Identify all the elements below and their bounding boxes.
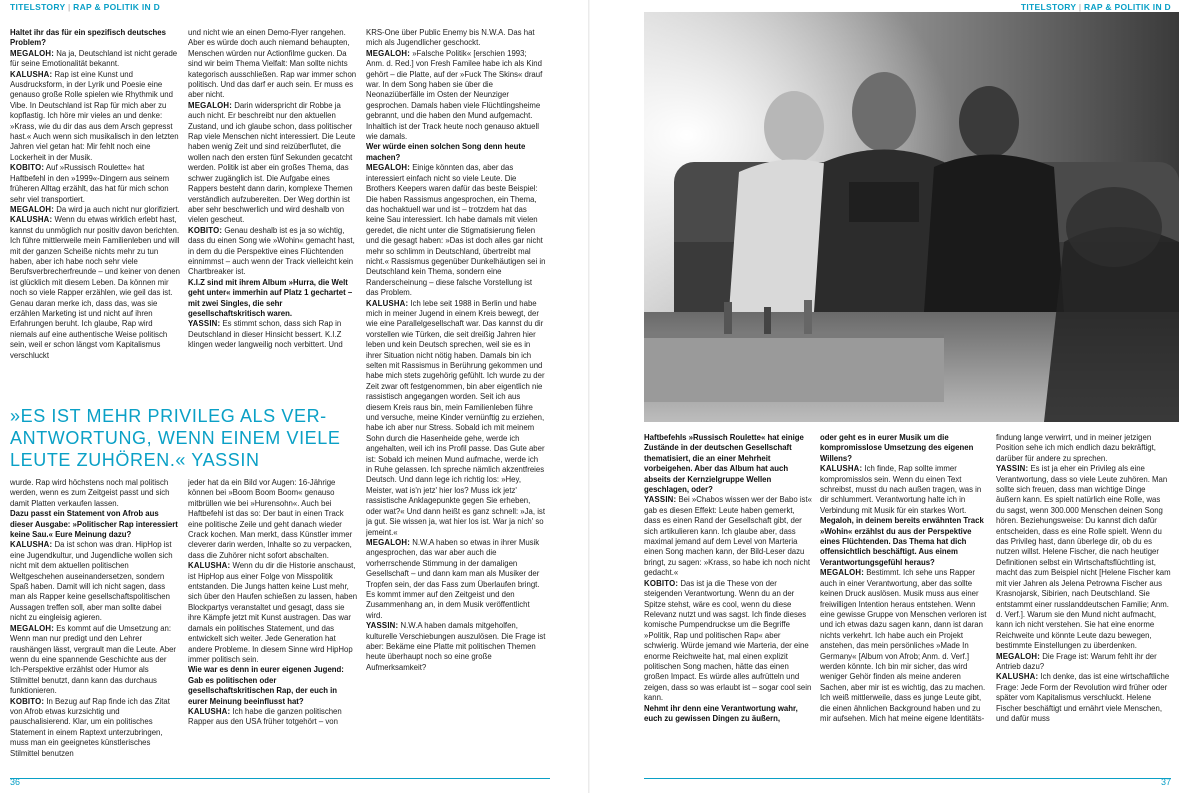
right-column-3 xyxy=(996,433,1171,778)
interview-answer xyxy=(10,540,180,623)
left-page xyxy=(0,0,590,793)
speaker-name: KALUSHA: xyxy=(10,540,53,550)
interview-answer xyxy=(820,568,988,724)
speaker-name: MEGALOH: xyxy=(820,568,865,578)
answer-text: Ich finde, Rap sollte immer kompromisslos sein. Wenn du einen Text schreibst, musst du nach außen tragen, was in dir schlummert. Verantwortung halte ich in Verbindung mit Musik für ein starkes Wort. xyxy=(820,464,982,515)
left-column-1-bottom xyxy=(10,478,180,778)
interview-answer xyxy=(10,215,180,361)
left-column-3 xyxy=(366,28,546,780)
header-section: TITELSTORY xyxy=(10,2,66,12)
speaker-name: KOBITO: xyxy=(10,696,45,706)
speaker-name: YASSIN: xyxy=(366,621,399,631)
photo-three-men-on-couch xyxy=(644,12,1179,422)
interview-answer xyxy=(366,299,546,538)
answer-text: N.W.A haben damals mitgeholfen, kulturelle Verschiebungen auszulösen. Die Frage ist aber: Bekäme eine Platte mit politischen Themen heute überhaupt noch so eine große Aufmerksamkeit? xyxy=(366,621,546,672)
answer-text: Ich denke, das ist eine wirtschaftliche Frage: Jede Form der Revolution wird früher oder später vom Kapitalismus verschluckt. Helene Fischer beschäftigt und ernährt viele Menschen, und dafür muss xyxy=(996,672,1170,723)
page-header-left xyxy=(10,2,160,12)
answer-text: jeder hat da ein Bild vor Augen: 16-Jährige können bei »Boom Boom Boom« genauso mitbrüllen wie bei »Hurensohn«. Auch bei Haftbefehl ist das so: Der baut in einen Track eine politische Zeile und geht danach wieder Crack kochen. Man merkt, dass Künstler immer cleverer darin werden, Inhalte so zu verpacken, dass die Zuhörer nicht sofort abschalten. xyxy=(188,478,353,560)
interview-answer xyxy=(366,538,546,621)
speaker-name: KALUSHA: xyxy=(188,706,231,716)
interview-answer xyxy=(996,652,1171,673)
right-column-1 xyxy=(644,433,812,778)
header-section: TITELSTORY xyxy=(1020,2,1077,12)
interview-answer xyxy=(366,621,546,673)
interview-question: Haltet ihr das für ein spezifisch deutsches Problem? xyxy=(10,28,166,48)
speaker-name: KOBITO: xyxy=(188,225,223,235)
interview-answer xyxy=(188,28,358,101)
page-number-left: 36 xyxy=(10,777,21,787)
answer-text: Es stimmt schon, dass sich Rap in Deutschland in dieser Hinsicht bessert. K.I.Z klingen weder langweilig noch verbittert. Und xyxy=(188,319,343,350)
speaker-name: KALUSHA: xyxy=(10,215,53,225)
interview-answer xyxy=(188,707,358,728)
answer-text: Darin widerspricht dir Robbe ja auch nicht. Er beschreibt nur den aktuellen Zustand, und ich glaube schon, dass politischer Rap viele Menschen nicht interessiert. Die Leute haben wenig Zeit und sind reizüberflutet, die wollen nach den ersten fünf Sekunden gecatcht werden. Politik ist aber ein großes Thema, das schwer zugänglich ist. Die Aufgabe eines Rappers besteht dann darin, komplexe Themen verständlich aufzubereiten. Der Weg dorthin ist aber sehr beschwerlich und wird deshalb von vielen gescheut. xyxy=(188,100,356,225)
footer-rule-left xyxy=(10,778,550,779)
speaker-name: KALUSHA: xyxy=(188,561,231,571)
speaker-name: MEGALOH: xyxy=(996,651,1041,661)
speaker-name: KOBITO: xyxy=(10,163,45,173)
interview-answer xyxy=(10,163,180,205)
header-separator: | xyxy=(1078,2,1082,12)
interview-answer xyxy=(188,561,358,665)
interview-answer xyxy=(366,49,546,143)
speaker-name: KOBITO: xyxy=(644,578,679,588)
page-header-right xyxy=(1021,2,1171,12)
speaker-name: KALUSHA: xyxy=(820,464,863,474)
right-column-2 xyxy=(820,433,988,778)
answer-text: »Falsche Politik« [erschien 1993; Anm. d. Red.] von Fresh Familee habe ich als Kind gehört – die Platte, auf der »Fuck The Skins« drauf war. In dem Song haben sie über die Neonaziüberfälle im Osten der Neunziger gesprochen. Damals haben viele Flüchtlingsheime gebrannt, und die haben den Mund aufgemacht. Inhaltlich ist der Track heute noch genauso aktuell wie damals. xyxy=(366,48,543,142)
answer-text: Auf »Russisch Roulette« hat Haftbefehl in den »1999«-Dingern aus seinem früheren Alltag erzählt, das hat für mich schon sehr viel transportiert. xyxy=(10,163,170,204)
interview-question: Wer würde einen solchen Song denn heute machen? xyxy=(366,142,526,162)
answer-text: Genau deshalb ist es ja so wichtig, dass du einen Song wie »Wohin« gemacht hast, in dem du die Perspektive eines Flüchtenden einnimmst – auch wenn der Track vielleicht kein Chartbreaker ist. xyxy=(188,225,355,277)
answer-text: Wenn du dir die Historie anschaust, ist HipHop aus einer Folge von Misspolitik entstanden. Die Jungs hatten keine Lust mehr, sich über den Haufen schießen zu lassen, haben Blockpartys veranstaltet und gesagt, dass sie ihre Kämpfe jetzt mit Kunst austragen. Das war damals ein politisches Statement, und das entwickelt sich weiter. Jede Generation hat andere Probleme. In diesem Sinne wird HipHop immer politisch sein. xyxy=(188,561,358,664)
footer-rule-right xyxy=(644,778,1171,779)
right-page xyxy=(590,0,1181,793)
interview-answer xyxy=(644,579,812,704)
interview-answer xyxy=(188,478,358,561)
interview-answer xyxy=(10,205,180,215)
answer-text: und nicht wie an einen Demo-Flyer rangehen. Aber es würde doch auch niemand behaupten, Menschen würden nur Actionfilme gucken. Da sind wir beim Thema Vielfalt: Man sollte nichts kategorisch ausschließen. Rap war immer schon politisch. Und das darf er auch sein. Er muss es aber nicht. xyxy=(188,28,357,100)
interview-question: K.I.Z sind mit ihrem Album »Hurra, die Welt geht unter« immerhin auf Platz 1 gechartet – mit zwei Singles, die sehr gesellschaftskritisch waren. xyxy=(188,277,353,318)
answer-text: Es ist ja eher ein Privileg als eine Verantwortung, dass so viele Leute zuhören. Man sollte sich freuen, dass man wichtige Dinge äußern kann. Es spielt natürlich eine Rolle, was du sagst, wenn 300.000 Menschen deinen Song hören. Beziehungsweise: Du kannst dich dafür entscheiden, dass es eine Rolle spielt. Wenn du das Privileg hast, dann überlege dir, ob du es nutzen willst. Helene Fischer, die nach heutiger Definitionen selbst ein Wirtschaftsflüchtling ist, macht das zum Beispiel nicht [Helene Fischer kam mit vier Jahren als Jelena Petrowna Fischer aus Krasnojarsk, Sibirien, nach Deutschland. Sie entstammt einer russlanddeutschen Familie; Anm. d. Verf.]. Warum sie den Mund nicht aufmacht, kann ich nicht verstehen. Sie hat eine enorme Reichweite und könnte Leute dazu bewegen, bestimmte Einstellungen zu überdenken. xyxy=(996,464,1171,651)
answer-text: Da ist schon was dran. HipHop ist eine Jugendkultur, und Jugendliche wollen sich nicht mit dem aktuellen politischen Weltgeschehen auseinandersetzen, sondern Spaß haben. Damit will ich nicht sagen, dass man als Rapper keine gesellschaftspolitischen Aussagen treffen soll, aber man sollte dabei nicht zu eingleisig agieren. xyxy=(10,540,173,623)
header-separator: | xyxy=(67,2,71,12)
speaker-name: KALUSHA: xyxy=(996,672,1039,682)
interview-answer xyxy=(188,101,358,226)
left-column-1-top xyxy=(10,28,180,403)
answer-text: Bestimmt. Ich sehe uns Rapper auch in einer Verantwortung, aber das sollte keinen Druck auslösen. Musik muss aus einer freiwilligen Intention heraus entstehen. Wenn eine gewisse Gruppe von Menschen verloren ist und ich etwas dazu sagen kann, dann ist daran nichts verkehrt. Ich habe auch ein Projekt anstehen, das mein persönliches »Made In Germany« [Album von Afrob; Anm. d. Verf.] werden könnte. Ich bin mir sicher, das wird weniger Gehör finden als meine anderen Sachen, aber mir ist es wichtig, das zu machen. Ich weiß mittlerweile, dass es junge Leute gibt, die einen ähnlichen Background haben und zu mir aufsehen. Mich hat meine eigene Identitäts- xyxy=(820,568,987,723)
page-number-right: 37 xyxy=(1160,777,1171,787)
speaker-name: MEGALOH: xyxy=(366,537,411,547)
answer-text: N.W.A haben so etwas in ihrer Musik angesprochen, das war aber auch die vorherrschende Stimmung in der damaligen Gesellschaft – und dann kam man als Musiker der Tropfen sein, der das Fass zum Überlaufen bringt. Es kommt immer auf den Zeitgeist und den Zusammenhang an, in dem Musik veröffentlicht wird. xyxy=(366,537,540,620)
speaker-name: KALUSHA: xyxy=(366,298,409,308)
answer-text: Wenn du etwas wirklich erlebt hast, kannst du unmöglich nur positiv davon berichten. Ich führe mittlerweile mein Familienleben und will mit der ganzen Scheiße nichts mehr zu tun haben, aber ich habe noch sehr viele Berufsverbrecherfreunde – und keiner von denen ist glücklich mit diesem Leben. Da können mir noch so viele Rapper erzählen, wie geil das ist. Genau daran merke ich, dass das, was sie erzählen Marketing ist und nicht auf ihren Erfahrungen beruht. Ich glaube, Rap wird niemals auf eine authentische Weise politisch sein, weil er schon längst vom Kapitalismus verschluckt xyxy=(10,215,180,360)
speaker-name: MEGALOH: xyxy=(188,100,233,110)
interview-answer xyxy=(820,464,988,516)
header-topic: RAP & POLITIK IN D xyxy=(73,2,161,12)
left-column-2-bottom xyxy=(188,478,358,778)
answer-text: In Bezug auf Rap finde ich das Zitat von Afrob etwas kurzsichtig und pauschalisierend. Klar, um ein politisches Statement in einem Raptext unterzubringen, muss man ein geeignetes künstlerisches Stilmittel benutzen xyxy=(10,696,170,758)
speaker-name: MEGALOH: xyxy=(366,48,411,58)
interview-question: Nehmt ihr denn eine Verantwortung wahr, euch zu gewissen Dingen zu äußern, xyxy=(644,703,798,723)
answer-text: Na ja, Deutschland ist nicht gerade für seine Emotionalität bekannt. xyxy=(10,48,178,69)
answer-text: Einige könnten das, aber das interessiert einfach nicht so viele Leute. Die Brothers Keepers waren dafür das beste Beispiel: Die haben Rassismus angesprochen, ein Thema, das hochaktuell war und ist – trotzdem hat das keine Sau interessiert. Ich habe damals mit vielen geredet, die nicht unter die Stigmatisierung fielen und die gesagt haben: »Das ist doch alles gar nicht mehr so schlimm in Deutschland, übertreibt mal nicht.« Rassismus gegenüber Dunkelhäutigen sei in Deutschland kein Thema, sondern eine Randerscheinung – diese falsche Vorstellung ist das Problem. xyxy=(366,163,546,298)
answer-text: Rap ist eine Kunst und Ausdrucksform, in der Lyrik und Poesie eine genauso große Rolle spielen wie Rhythmik und Vibe. In Deutschland ist Rap für mich aber zu kopflastig. Ich höre mir vieles an und denke: »Krass, wie du dir das aus dem Arsch gepresst hast.« Auch wenn sich musikalisch in den letzten Jahren viel getan hat: Mir fehlt noch eine Lockerheit in der Musik. xyxy=(10,69,179,162)
answer-text: findung lange verwirrt, und in meiner jetzigen Position sehe ich mich endlich dazu bekräftigt, darüber für andere zu sprechen. xyxy=(996,433,1156,463)
speaker-name: YASSIN: xyxy=(188,319,221,329)
answer-text: Das ist ja die These von der steigenden Verantwortung. Wenn du an der Spitze stehst, wäre es cool, wenn du diese Relevanz nutzt und was sagst. Ich finde dieses komische Pumpendruckse um die Begriffe »Politik, Rap und politischen Rap« aber schwierig. Würde jemand wie Marteria, der eine enorme Reichweite hat, mal einen explizit politischen Song machen, hätte das einen großen Impact. Es würde alles aufrütteln und zeigen, dass so was erlaubt ist – sogar cool sein kann. xyxy=(644,578,812,703)
speaker-name: YASSIN: xyxy=(996,464,1029,474)
interview-answer xyxy=(188,226,358,278)
answer-text: KRS-One über Public Enemy bis N.W.A. Das hat mich als Jugendlicher geschockt. xyxy=(366,28,535,48)
answer-text: Die Frage ist: Warum fehlt ihr der Antrieb dazu? xyxy=(996,651,1157,671)
interview-answer xyxy=(996,433,1171,464)
interview-question: Wie war es denn in eurer eigenen Jugend: Gab es politischen oder gesellschaftskritischen Rap, der euch in eurer Meinung beeinflusst hat? xyxy=(188,665,344,706)
answer-text: wurde. Rap wird höchstens noch mal politisch werden, wenn es zum Zeitgeist passt und sich damit Platten verkaufen lassen. xyxy=(10,478,170,508)
interview-question: oder geht es in eurer Musik um die kompromisslose Umsetzung des eigenen Willens? xyxy=(820,433,974,463)
interview-answer xyxy=(996,464,1171,651)
answer-text: Ich habe die ganzen politischen Rapper aus den USA früher totgehört – von xyxy=(188,706,342,727)
pull-quote: »ES IST MEHR PRIVILEG ALS VER-ANTWORTUNG, WENN EINEM VIELE LEUTE ZUHÖREN.« YASSIN xyxy=(10,406,341,470)
answer-text: Da wird ja auch nicht nur glorifiziert. xyxy=(54,204,180,214)
interview-answer xyxy=(10,697,180,759)
interview-answer xyxy=(366,28,546,49)
interview-answer xyxy=(10,70,180,164)
answer-text: Ich lebe seit 1988 in Berlin und habe mich in meiner Jugend in einem Kreis bewegt, der wie eine Parallelgesellschaft war. Das kannst du dir vorstellen wie Türken, die seit dreißig Jahren hier leben und kein Deutsch sprechen, weil sie es in ihrer Situation nicht nötig haben. Damals bin ich selten mit Rassismus in Berührung gekommen und habe mich stets zugehörig gefühlt. Ich wurde zu der Zeit zwar oft festgenommen, bin aber eigentlich nie rassistisch angegangen worden. Seit ich aus diesem Kreis raus bin, mein Familienleben führe und versuche, meine Kinder vernünftig zu erziehen, habe ich aber nur Stress. Sobald ich mit meinem Sohn durch die Hasenheide gehe, werde ich angehalten, weil ich ins Profil passe. Das Gute aber ist: Sobald ich meinen Mund aufmache, werde ich in Ruhe gelassen. Ich spreche nämlich akzentfreies Deutsch. Und dann lege ich richtig los: »Hey, Meister, wat is'n jetz' hier los? Muss ick jetz' rassistische Anklagepunkte gegen Sie erheben, oder wat?« Und dann heißt es ganz schnell: »Ja, ist ja gut. Sie wissen ja, wat hier los ist. War ja nich' so jemeint.« xyxy=(366,298,546,537)
answer-text: Es kommt auf die Umsetzung an: Wenn man nur predigt und den Lehrer raushängen lässt, vergrault man die Leute. Aber wenn du eine spannende Geschichte aus der Ich-Perspektive erzählst oder Humor als Stilmittel benutzt, dann kann das durchaus funktionieren. xyxy=(10,623,177,696)
speaker-name: MEGALOH: xyxy=(10,623,55,633)
speaker-name: MEGALOH: xyxy=(10,204,55,214)
interview-question: Dazu passt ein Statement von Afrob aus dieser Ausgabe: »Politischer Rap interessiert keine Sau.« Eure Meinung dazu? xyxy=(10,509,178,540)
interview-question: Haftbefehls »Russisch Roulette« hat einige Zustände in der deutschen Gesellschaft thematisiert, die an einer Mehrheit vorbeigehen. Aber das Album hat auch abseits der Kernzielgruppe Wellen geschlagen, oder? xyxy=(644,433,804,495)
speaker-name: MEGALOH: xyxy=(10,48,55,58)
interview-answer xyxy=(10,49,180,70)
header-topic: RAP & POLITIK IN D xyxy=(1084,2,1171,12)
speaker-name: MEGALOH: xyxy=(366,163,411,173)
speaker-name: KALUSHA: xyxy=(10,69,53,79)
speaker-name: YASSIN: xyxy=(644,495,677,505)
interview-answer xyxy=(644,495,812,578)
interview-answer xyxy=(188,319,358,350)
interview-answer xyxy=(10,478,180,509)
left-column-2-top xyxy=(188,28,358,403)
answer-text: Bei »Chabos wissen wer der Babo ist« gab es diesen Effekt: Leute haben gemerkt, dass es einen Rand der Gesellschaft gibt, der sich artikulieren kann. Ich glaube aber, dass maximal jemand auf dem Level von Marteria einen Song machen kann, der Bild-Leser dazu bringt, zu sagen: »Krass, so habe ich noch nicht gedacht.« xyxy=(644,495,812,578)
interview-answer xyxy=(10,624,180,697)
interview-answer xyxy=(366,163,546,298)
interview-question: Megaloh, in deinem bereits erwähnten Track »Wohin« erzählst du aus der Perspektive eines Flüchtenden. Das Thema hat dich offensichtlich beschäftigt. Aus einem Verantwortungsgefühl heraus? xyxy=(820,516,984,567)
interview-answer xyxy=(996,672,1171,724)
